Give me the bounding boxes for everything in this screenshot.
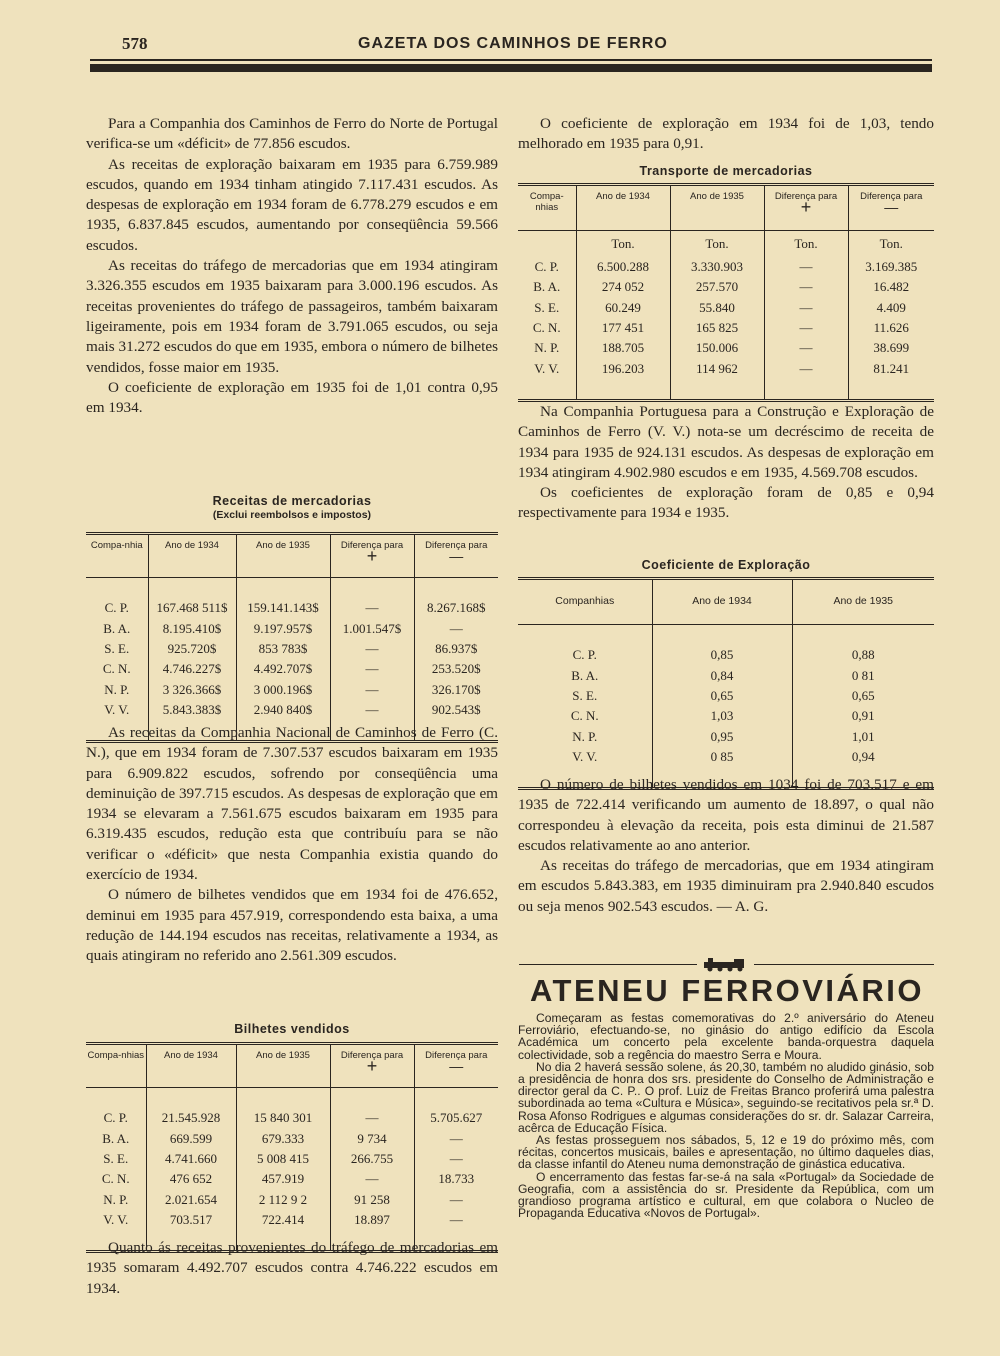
cell-minus: 4.409 [876,299,906,315]
ateneu-title: ATENEU FERROVIÁRIO [529,973,925,1008]
header-rule [90,59,932,61]
divider-line [519,964,697,965]
cell-1934: 0 85 [652,747,792,767]
journal-title: GAZETA DOS CAMINHOS DE FERRO [358,35,668,52]
header-rule-thick [90,64,932,72]
coeficiente-table [518,577,934,790]
bilhetes-table-title: Bilhetes vendidos [234,1022,350,1036]
cell-1934: 476 652 [146,1169,236,1189]
cell-minus: 16.482 [873,279,910,295]
header-diff-minus [414,1044,498,1088]
cell-1934: 21.545.928 [146,1108,236,1128]
cell-company: C. N. [518,706,652,726]
cell-plus: — [330,659,414,679]
header-diff-plus [764,185,848,231]
cell-plus: 91 258 [330,1189,414,1209]
table-row [86,700,498,720]
cell-minus: — [449,1151,463,1167]
cell-company: N. P. [86,679,148,699]
table-row [518,298,934,318]
cell-1935: 0,88 [851,647,875,663]
table-row [518,358,934,378]
header-company: Compa-nhia [86,534,148,578]
table-row [518,338,934,358]
cell-company: B. A. [518,277,576,297]
cell-plus: 18.897 [330,1210,414,1230]
paragraph: Começaram as festas comemorativas do 2.º aniversário do Ateneu Ferroviário, efectuando-se, no ginásio do antigo edifício da Escola Académica um concerto pela excelente banda-orquestra daquela colectividade, sob a regência do maestro Serra e Moura. [518,1011,934,1062]
header-diff-minus [848,185,934,231]
table-row [86,659,498,679]
cell-1935: 55.840 [670,298,764,318]
paragraph: As festas prosseguem nos sábados, 5, 12 e 19 do próximo mês, com récitas, concertos musicais, bailes e apresentação, no último daqueles dias, da classe infantil do Ateneu numa demonstração de ginástica educativa. [518,1133,934,1172]
header-diff-plus [330,534,414,578]
header-company: Compa-nhias [86,1044,146,1088]
diff-minus-label: Diferença para [425,540,488,551]
cell-company: B. A. [86,619,148,639]
table-row [86,1169,498,1189]
cell-company: N. P. [86,1189,146,1209]
table-row [518,645,934,665]
cell-plus: — [330,1169,414,1189]
cell-company: S. E. [518,686,652,706]
unit-row [518,231,934,258]
cell-company: B. A. [518,666,652,686]
cell-minus: 326.170$ [431,681,481,697]
cell-1935: 853 783$ [236,639,330,659]
right-middle-text [518,402,934,524]
cell-1935: 3.330.903 [670,257,764,277]
cell-minus: 902.543$ [431,701,481,717]
transporte-table-title: Transporte de mercadorias [639,164,813,178]
cell-1935: 257.570 [670,277,764,297]
header-1934: Ano de 1934 [148,534,236,578]
paragraph: Na Companhia Portuguesa para a Construção e Exploração de Caminhos de Ferro (V. V.) nota-se um decréscimo de receita de 1934 para 1935 de 924.131 escudos. As despesas de exploração em 1934 atingiram 4.902.980 escudos e em 1935, 4.569.708 escudos. [518,403,934,481]
paragraph: As receitas do tráfego de mercadorias que em 1934 atingiram 3.326.355 escudos em 1935 baixaram para 3.000.196 escudos. As receitas provenientes do tráfego de passageiros, também baixaram ligeiramente, pois em 1934 foram de 3.791.065 escudos, ou seja mais 31.272 escudos do que em 1935, embora o número de bilhetes vendidos, fosse maior em 1935. [86,257,498,376]
table-row [518,318,934,338]
cell-1935: 2 112 9 2 [236,1189,330,1209]
cell-company: V. V. [86,1210,146,1230]
table-row [86,598,498,618]
transporte-table [518,183,934,402]
cell-1935: 722.414 [236,1210,330,1230]
header-1934: Ano de 1934 [652,579,792,625]
cell-company: S. E. [86,1149,146,1169]
diff-minus-label: Diferença para [860,191,923,202]
paragraph: O coeficiente de exploração em 1934 foi de 1,03, tendo melhorado em 1935 para 0,91. [518,115,934,153]
cell-1934: 669.599 [146,1129,236,1149]
table-row [86,1210,498,1230]
diff-plus-label: Diferença para [340,540,404,551]
cell-1934: 60.249 [576,298,670,318]
paragraph: Os coeficientes de exploração foram de 0,85 e 0,94 respectivamente para 1934 e 1935. [518,484,934,522]
header-diff-minus [414,534,498,578]
cell-1934: 0,95 [652,726,792,746]
diff-minus-label: Diferença para [425,1050,488,1061]
cell-plus: — [764,338,848,358]
cell-minus: — [449,620,463,636]
cell-1934: 0,65 [652,686,792,706]
header-diff-plus [330,1044,414,1088]
diff-plus-label: Diferença para [774,191,838,202]
cell-1934: 188.705 [576,338,670,358]
cell-company: S. E. [518,298,576,318]
cell-plus: 266.755 [330,1149,414,1169]
header-1935: Ano de 1935 [792,579,934,625]
cell-minus: 11.626 [873,320,909,336]
cell-company: C. P. [518,257,576,277]
cell-1934: 1,03 [652,706,792,726]
table-row [86,1108,498,1128]
cell-plus: — [764,318,848,338]
cell-1934: 167.468 511$ [148,598,236,618]
page-number: 578 [122,34,148,53]
cell-1935: 457.919 [236,1169,330,1189]
cell-minus: — [449,1191,463,1207]
cell-1934: 196.203 [576,358,670,378]
unit-label: Ton. [764,231,848,258]
locomotive-icon [700,956,750,972]
cell-company: C. P. [518,645,652,665]
table-row [86,679,498,699]
table-row [518,706,934,726]
cell-plus: — [330,639,414,659]
cell-plus: — [764,358,848,378]
left-middle-text [86,723,498,967]
cell-minus: 18.733 [438,1171,475,1187]
paragraph: As receitas de exploração baixaram em 1935 para 6.759.989 escudos, quando em 1934 tinham atingido 7.117.431 escudos. As despesas de exploração em 1934 foram de 6.778.279 escudos e em 1935, 6.837.845 escudos, aumentando por conseqüência 59.566 escudos. [86,155,498,254]
left-top-text [86,114,498,418]
paragraph: O número de bilhetes vendidos em 1034 foi de 703.517 e em 1935 de 722.414 verificando um aumento de 18.897, o qual não correspondeu à elevação da receita, pois esta diminui de 21.587 escudos relativamente ao ano anterior. [518,776,934,854]
ateneu-body [518,1012,934,1219]
cell-minus: — [449,1130,463,1146]
paragraph: O encerramento das festas far-se-á na sala «Portugal» da Sociedade de Geografia, com a assistência do sr. Presidente da República, com um grandioso programa artístico e cultural, em que colabora o Nucleo de Propaganda Educativa «Novos de Portugal». [518,1169,934,1221]
cell-1934: 0,85 [652,645,792,665]
paragraph: No dia 2 haverá sessão solene, ás 20,30, também no aludido ginásio, sob a presidência de honra dos srs. presidente do Conselho de Administração e director geral da C. P.. O prof. Luiz de Freitas Branco proferirá uma palestra subordinada ao tema «Cultura e Música», seguindo-se recitativos pela sr.ª D. Rosa Afonso Rodrigues e algumas considerações do sr. dr. Salazar Carreira, acêrca de Educação Física. [518,1059,934,1135]
divider-line [754,964,934,965]
cell-minus: 8.267.168$ [427,600,486,616]
cell-company: N. P. [518,726,652,746]
table-row [518,686,934,706]
coeficiente-table-title: Coeficiente de Exploração [641,558,811,572]
cell-company: S. E. [86,639,148,659]
plus-sign: + [366,546,378,566]
table-row [518,726,934,746]
cell-minus: 86.937$ [435,641,478,657]
cell-1934: 4.741.660 [146,1149,236,1169]
cell-company: C. N. [518,318,576,338]
left-bottom-text [86,1238,498,1299]
cell-1935: 165 825 [670,318,764,338]
cell-company: B. A. [86,1129,146,1149]
table-row [86,1149,498,1169]
cell-1934: 703.517 [146,1210,236,1230]
paragraph: O número de bilhetes vendidos que em 1934 foi de 476.652, deminui em 1935 para 457.919, correspondendo esta baixa, a uma redução de 144.194 escudos nas receitas, relativamente a 1934, as quais atingiram no referido ano 2.561.309 escudos. [86,886,498,965]
paragraph: As receitas do tráfego de mercadorias, que em 1934 atingiram em escudos 5.843.383, em 1935 diminuiram pra 2.940.840 escudos ou seja menos 902.543 escudos. — A. G. [518,857,934,915]
bilhetes-table [86,1042,498,1253]
cell-1935: 0 81 [851,667,875,683]
header-company: Companhias [518,579,652,625]
header-1935: Ano de 1935 [236,1044,330,1088]
cell-minus: 5.705.627 [430,1110,483,1126]
receitas-table-title: Receitas de mercadorias [212,494,372,508]
cell-1934: 177 451 [576,318,670,338]
cell-plus: — [764,298,848,318]
table-row [86,1189,498,1209]
table-row [518,257,934,277]
header-1935: Ano de 1935 [670,185,764,231]
unit-label: Ton. [576,231,670,258]
header-1934: Ano de 1934 [576,185,670,231]
cell-1935: 150.006 [670,338,764,358]
paragraph: As receitas da Companhia Nacional de Caminhos de Ferro (C. N.), que em 1934 foram de 7.307.537 escudos baixaram em 1935 para 6.909.822 escudos, sofrendo por conseqüência uma deminuição de 397.715 escudos. As despesas de exploração que em 1934 se elevaram a 7.561.675 escudos baixaram em 1935 para 6.319.435 escudos, redução esta que contribuíu para se não verificar o «déficit» que nesta Companhia existia quando do exercício de 1934. [86,724,498,884]
header-company: Compa-nhias [518,185,576,231]
cell-1934: 2.021.654 [146,1189,236,1209]
cell-minus: — [449,1211,463,1227]
cell-1935: 4.492.707$ [236,659,330,679]
cell-company: C. P. [86,1108,146,1128]
cell-plus: — [330,679,414,699]
paragraph: Para a Companhia dos Caminhos de Ferro do Norte de Portugal verifica-se um «déficit» de 77.856 escudos. [86,115,498,153]
receitas-table [86,532,498,743]
header-1934: Ano de 1934 [146,1044,236,1088]
cell-1934: 0,84 [652,666,792,686]
unit-label: Ton. [670,231,764,258]
minus-sign: — [884,199,899,215]
cell-plus: — [764,277,848,297]
cell-1935: 15 840 301 [236,1108,330,1128]
cell-1934: 5.843.383$ [148,700,236,720]
cell-minus: 253.520$ [431,661,481,677]
right-bottom-text [518,775,934,917]
cell-plus: 9 734 [330,1129,414,1149]
receitas-table-subtitle: (Exclui reembolsos e impostos) [212,509,372,521]
cell-1935: 0,65 [851,688,875,704]
cell-plus: — [330,700,414,720]
cell-company: V. V. [86,700,148,720]
right-top-text [518,114,934,155]
cell-1935: 159.141.143$ [236,598,330,618]
cell-plus: — [330,1108,414,1128]
page-header [0,0,1000,80]
cell-minus: 38.699 [873,340,910,356]
cell-1935: 679.333 [236,1129,330,1149]
table-row [86,1129,498,1149]
cell-plus: — [764,257,848,277]
cell-1934: 4.746.227$ [148,659,236,679]
cell-company: N. P. [518,338,576,358]
plus-sign: + [800,197,812,217]
cell-1935: 2.940 840$ [236,700,330,720]
cell-minus: 3.169.385 [865,259,918,275]
cell-1935: 5 008 415 [236,1149,330,1169]
table-row [518,747,934,767]
cell-1934: 6.500.288 [576,257,670,277]
table-row [86,639,498,659]
table-row [518,666,934,686]
cell-company: C. N. [86,659,148,679]
cell-1935: 3 000.196$ [236,679,330,699]
cell-1935: 9.197.957$ [236,619,330,639]
cell-company: C. P. [86,598,148,618]
cell-company: C. N. [86,1169,146,1189]
cell-1935: 0,91 [851,708,875,724]
cell-minus: 81.241 [873,360,910,376]
cell-1935: 1,01 [851,728,875,744]
paragraph: Quanto ás receitas provenientes do tráfego de mercadorias em 1935 somaram 4.492.707 escudos contra 4.746.222 escudos em 1934. [86,1239,498,1297]
cell-1934: 3 326.366$ [148,679,236,699]
table-row [518,277,934,297]
minus-sign: — [449,548,464,564]
cell-1934: 8.195.410$ [148,619,236,639]
unit-label: Ton. [879,236,903,251]
cell-company: V. V. [518,747,652,767]
header-1935: Ano de 1935 [236,534,330,578]
table-row [86,619,498,639]
paragraph: O coeficiente de exploração em 1935 foi de 1,01 contra 0,95 em 1934. [86,378,498,417]
cell-1935: 114 962 [670,358,764,378]
minus-sign: — [449,1058,464,1074]
cell-1934: 925.720$ [148,639,236,659]
cell-plus: 1.001.547$ [330,619,414,639]
cell-company: V. V. [518,358,576,378]
plus-sign: + [366,1056,378,1076]
diff-plus-label: Diferença para [340,1050,404,1061]
cell-plus: — [330,598,414,618]
cell-1934: 274 052 [576,277,670,297]
cell-1935: 0,94 [851,748,875,764]
